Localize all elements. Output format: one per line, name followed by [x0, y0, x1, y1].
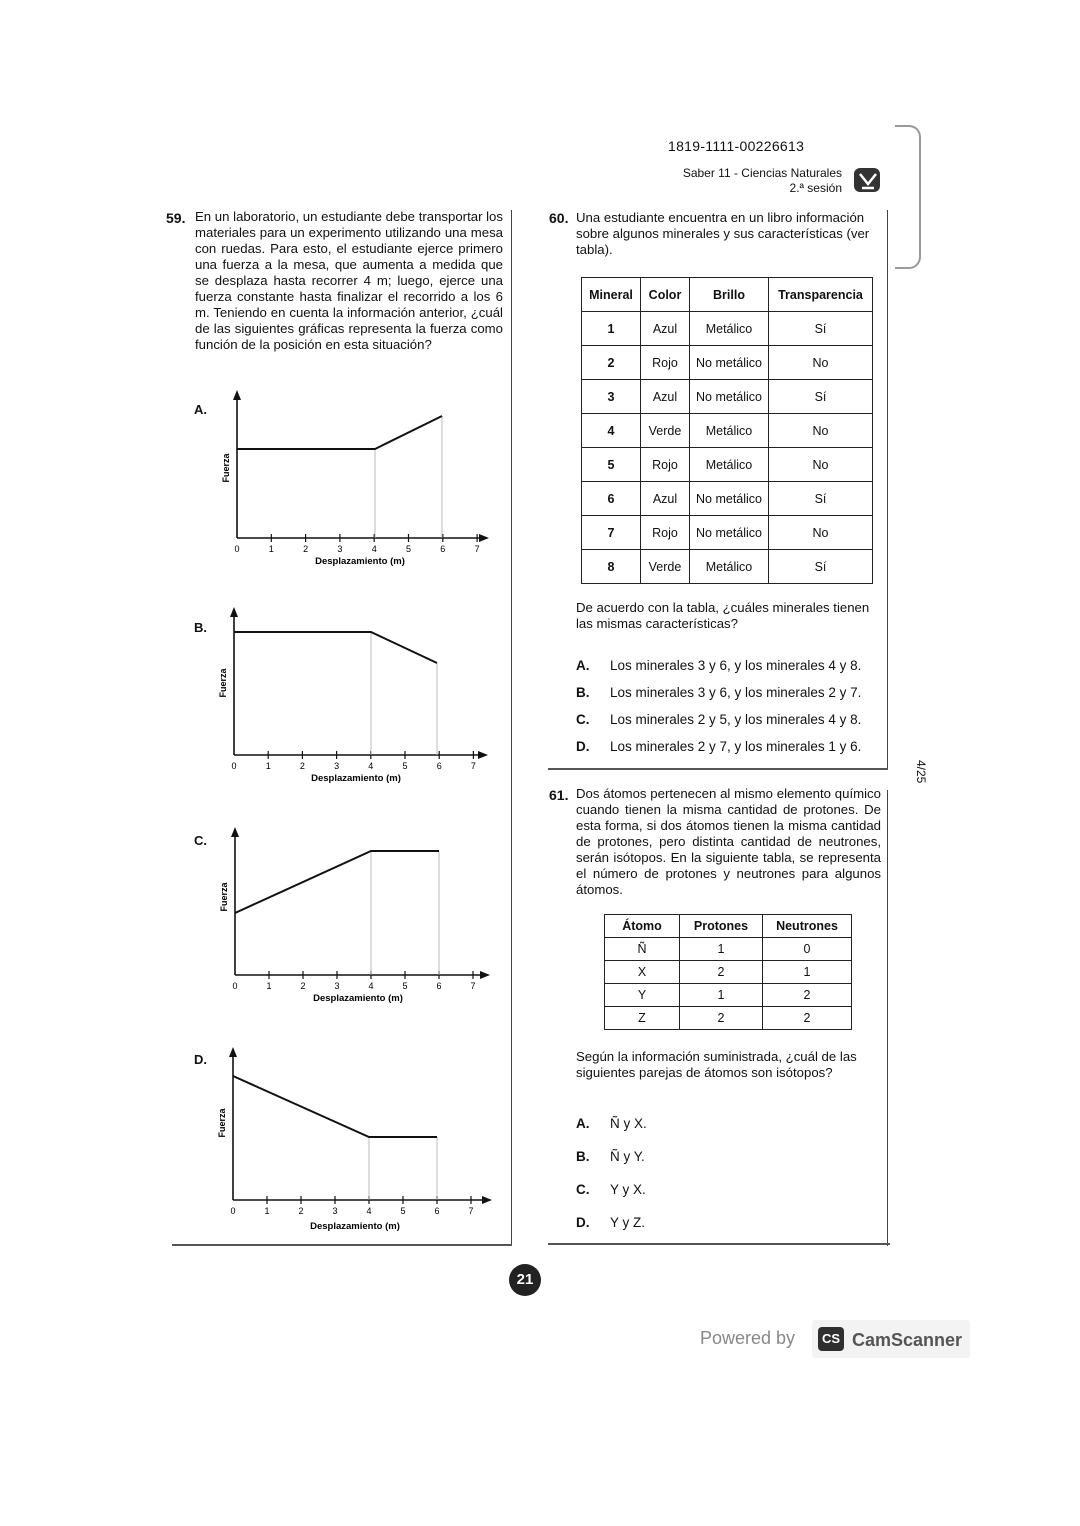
x-label: Desplazamiento (m) — [313, 993, 403, 1004]
x-axis-arrow-icon — [482, 1196, 492, 1204]
table-row — [605, 984, 852, 1007]
table-row — [582, 380, 873, 414]
table-header-row — [605, 915, 852, 938]
y-axis-arrow-icon — [231, 827, 239, 837]
x-axis-arrow-icon — [478, 751, 488, 759]
x-tick-label: 2 — [298, 1206, 304, 1216]
table-cell: No metálico — [690, 482, 769, 516]
col-header: Transparencia — [769, 278, 873, 312]
col-header: Color — [641, 278, 690, 312]
x-tick-label: 5 — [402, 981, 408, 991]
q61-question: Según la información suministrada, ¿cuál de las siguientes parejas de átomos son isótopos? — [576, 1049, 857, 1080]
question-separator — [548, 768, 888, 770]
table-cell: Rojo — [641, 346, 690, 380]
x-axis-arrow-icon — [480, 971, 490, 979]
table-cell: 3 — [582, 380, 641, 414]
table-cell: No metálico — [690, 516, 769, 550]
y-axis-arrow-icon — [229, 1047, 237, 1057]
q59-number: 59. — [166, 210, 186, 226]
table-row — [582, 550, 873, 584]
table-cell: 6 — [582, 482, 641, 516]
option-c[interactable] — [576, 706, 886, 733]
table-row — [582, 312, 873, 346]
table-cell: Metálico — [690, 312, 769, 346]
right-border-lower — [887, 790, 888, 1246]
graph-a-letter: A. — [194, 402, 207, 417]
table-row — [605, 1007, 852, 1030]
table-cell: Ñ — [605, 938, 680, 961]
table-cell: Rojo — [641, 516, 690, 550]
table-cell: 2 — [680, 1007, 763, 1030]
table-cell: 4 — [582, 414, 641, 448]
table-cell: 1 — [582, 312, 641, 346]
table-row — [582, 414, 873, 448]
option-c[interactable] — [576, 1176, 876, 1209]
x-tick-label: 0 — [231, 761, 237, 771]
table-row — [605, 961, 852, 984]
q61-text: Dos átomos pertenecen al mismo elemento químico cuando tienen la misma cantidad de protones. De esta forma, si dos átomos tienen la misma cantidad de protones, pero distinta cantidad de neutrones, serán isótopos. En la siguiente tabla, se representa el número de protones y neutrones para algunos átomos. — [576, 786, 881, 897]
table-cell: 1 — [763, 961, 852, 984]
col-header: Neutrones — [763, 915, 852, 938]
table-cell: No — [769, 414, 873, 448]
table-cell: Rojo — [641, 448, 690, 482]
table-cell: Azul — [641, 312, 690, 346]
exam-session: 2.ª sesión — [789, 181, 842, 195]
x-tick-label: 0 — [230, 1206, 236, 1216]
camscanner-brand: CamScanner — [852, 1330, 963, 1350]
x-tick-label: 4 — [366, 1206, 372, 1216]
x-tick-label: 4 — [371, 544, 377, 554]
option-b[interactable] — [576, 679, 886, 706]
x-tick-label: 2 — [303, 544, 309, 554]
x-label: Desplazamiento (m) — [310, 1221, 400, 1232]
force-curve — [237, 416, 442, 449]
y-label: Fuerza — [217, 1108, 227, 1138]
x-tick-label: 7 — [470, 761, 476, 771]
page-number: 21 — [509, 1264, 541, 1296]
x-tick-label: 4 — [368, 981, 374, 991]
graph-a — [205, 388, 505, 578]
graph-c — [200, 825, 500, 1010]
bottom-rule-right — [548, 1243, 890, 1245]
x-label: Desplazamiento (m) — [315, 556, 405, 567]
table-cell: 8 — [582, 550, 641, 584]
x-tick-label: 0 — [234, 544, 240, 554]
option-text: Ñ y X. — [610, 1116, 647, 1131]
force-curve — [234, 632, 437, 663]
bottom-rule-left — [172, 1244, 512, 1246]
option-text: Y y Z. — [610, 1215, 646, 1230]
table-row — [605, 938, 852, 961]
table-cell: 2 — [763, 984, 852, 1007]
exam-logo-icon — [852, 164, 884, 196]
table-header-row — [582, 278, 873, 312]
option-text: Los minerales 3 y 6, y los minerales 2 y 7. — [610, 685, 862, 700]
option-a[interactable] — [576, 1110, 876, 1143]
table-cell: Metálico — [690, 414, 769, 448]
side-page-label: 4/25 — [914, 760, 928, 784]
graph-b-letter: B. — [194, 620, 207, 635]
option-text: Y y X. — [610, 1182, 646, 1197]
q60-text: Una estudiante encuentra en un libro información sobre algunos minerales y sus características (ver tabla). — [576, 210, 870, 257]
x-tick-label: 3 — [332, 1206, 338, 1216]
table-row — [582, 516, 873, 550]
x-tick-label: 5 — [400, 1206, 406, 1216]
option-letter: B. — [576, 1149, 590, 1164]
q60-options — [576, 652, 886, 760]
table-cell: Metálico — [690, 550, 769, 584]
q61-options — [576, 1110, 876, 1242]
y-axis-arrow-icon — [230, 607, 238, 617]
x-tick-label: 0 — [232, 981, 238, 991]
table-row — [582, 346, 873, 380]
document-code: 1819-1111-00226613 — [668, 138, 805, 154]
x-tick-label: 1 — [268, 544, 274, 554]
option-letter: D. — [576, 1215, 590, 1230]
table-cell: Sí — [769, 380, 873, 414]
table-cell: Metálico — [690, 448, 769, 482]
q60-number: 60. — [549, 210, 569, 226]
x-tick-label: 1 — [264, 1206, 270, 1216]
right-border — [887, 210, 888, 770]
table-cell: 2 — [763, 1007, 852, 1030]
option-b[interactable] — [576, 1143, 876, 1176]
table-cell: Verde — [641, 414, 690, 448]
y-axis-arrow-icon — [233, 390, 241, 400]
x-label: Desplazamiento (m) — [311, 773, 401, 784]
x-tick-label: 3 — [334, 761, 340, 771]
table-row — [582, 448, 873, 482]
col-header: Protones — [680, 915, 763, 938]
y-label: Fuerza — [221, 453, 231, 483]
paper-clip-shadow — [895, 125, 921, 269]
table-cell: 7 — [582, 516, 641, 550]
x-tick-label: 7 — [468, 1206, 474, 1216]
table-cell: No metálico — [690, 346, 769, 380]
force-curve — [235, 851, 439, 913]
q61-number: 61. — [549, 787, 569, 803]
x-tick-label: 7 — [470, 981, 476, 991]
graph-b — [200, 605, 500, 795]
option-letter: D. — [576, 739, 590, 754]
option-text: Los minerales 3 y 6, y los minerales 4 y 8. — [610, 658, 862, 673]
camscanner-logo-icon: CS — [818, 1327, 844, 1351]
table-cell: No — [769, 346, 873, 380]
option-text: Ñ y Y. — [610, 1149, 645, 1164]
x-tick-label: 6 — [436, 761, 442, 771]
minerals-table — [581, 277, 873, 584]
option-letter: C. — [576, 712, 590, 727]
table-cell: 5 — [582, 448, 641, 482]
x-tick-label: 3 — [337, 544, 343, 554]
option-letter: B. — [576, 685, 590, 700]
force-curve — [233, 1076, 437, 1137]
graph-d-letter: D. — [194, 1052, 207, 1067]
option-d[interactable] — [576, 733, 886, 760]
x-tick-label: 1 — [266, 981, 272, 991]
option-d[interactable] — [576, 1209, 876, 1242]
table-cell: 0 — [763, 938, 852, 961]
table-cell: 2 — [582, 346, 641, 380]
graph-c-letter: C. — [194, 833, 207, 848]
exam-subtitle — [683, 166, 842, 196]
table-cell: 1 — [680, 938, 763, 961]
table-cell: Z — [605, 1007, 680, 1030]
table-cell: Verde — [641, 550, 690, 584]
option-letter: A. — [576, 1116, 590, 1131]
column-divider — [511, 210, 512, 1246]
q59-text: En un laboratorio, un estudiante debe transportar los materiales para un experimento utilizando una mesa con ruedas. Para esto, el estudiante ejerce primero una fuerza a la mesa, que aumenta a medida que se desplaza hasta recorrer 4 m; luego, ejerce una fuerza constante hasta finalizar el recorrido a los 6 m. Teniendo en cuenta la información anterior, ¿cuál de las siguientes gráficas representa la fuerza como función de la posición en esta situación? — [195, 209, 503, 352]
q60-question: De acuerdo con la tabla, ¿cuáles minerales tienen las mismas características? — [576, 600, 870, 631]
table-cell: 2 — [680, 961, 763, 984]
table-cell: Azul — [641, 380, 690, 414]
atoms-table — [604, 914, 852, 1030]
y-label: Fuerza — [218, 668, 228, 698]
table-cell: Sí — [769, 312, 873, 346]
col-header: Átomo — [605, 915, 680, 938]
table-cell: Y — [605, 984, 680, 1007]
table-cell: No metálico — [690, 380, 769, 414]
option-text: Los minerales 2 y 5, y los minerales 4 y 8. — [610, 712, 862, 727]
table-cell: No — [769, 448, 873, 482]
table-cell: 1 — [680, 984, 763, 1007]
x-tick-label: 6 — [436, 981, 442, 991]
x-tick-label: 5 — [405, 544, 412, 554]
exam-subject: Saber 11 - Ciencias Naturales — [682, 166, 842, 180]
x-tick-label: 3 — [334, 981, 340, 991]
table-cell: Sí — [769, 482, 873, 516]
option-letter: A. — [576, 658, 590, 673]
y-label: Fuerza — [219, 882, 229, 912]
table-cell: Azul — [641, 482, 690, 516]
option-a[interactable] — [576, 652, 886, 679]
x-tick-label: 4 — [368, 761, 374, 771]
x-tick-label: 6 — [434, 1206, 440, 1216]
table-cell: X — [605, 961, 680, 984]
col-header: Brillo — [690, 278, 769, 312]
powered-by-text: Powered by — [700, 1328, 796, 1348]
col-header: Mineral — [582, 278, 641, 312]
table-cell: No — [769, 516, 873, 550]
x-tick-label: 7 — [474, 544, 480, 554]
x-tick-label: 2 — [300, 981, 306, 991]
x-tick-label: 6 — [440, 544, 446, 554]
x-tick-label: 1 — [265, 761, 271, 771]
x-tick-label: 5 — [402, 761, 408, 771]
option-text: Los minerales 2 y 7, y los minerales 1 y 6. — [610, 739, 862, 754]
graph-d — [198, 1045, 498, 1235]
option-letter: C. — [576, 1182, 590, 1197]
table-cell: Sí — [769, 550, 873, 584]
x-axis-arrow-icon — [479, 534, 489, 542]
table-row — [582, 482, 873, 516]
x-tick-label: 2 — [299, 761, 305, 771]
